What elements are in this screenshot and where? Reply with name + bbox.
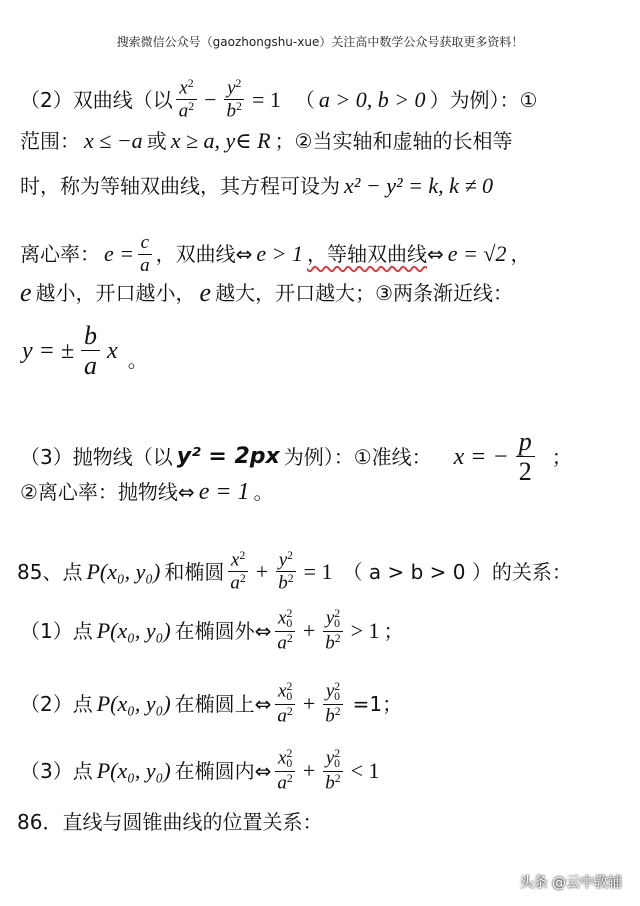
parabola-ecc: ②离心率：抛物线⇔ bbox=[20, 480, 195, 504]
item85-line: 85、点 P(x₀, y₀) 和椭圆 $\frac{x^2}{a^2}$ + $\frac{y^2}{b^2}$ = 1 （ a > b > 0 ）的关系： bbox=[17, 549, 572, 594]
parabola-ecc-end: 。 bbox=[253, 480, 274, 504]
case-1-pre: （1）点 bbox=[20, 618, 93, 643]
item85-cond: （ a > b > 0 ）的关系： bbox=[342, 559, 572, 584]
ecc-sqrt2: e = √2 bbox=[447, 241, 507, 267]
ecc-gt1: e > 1 bbox=[256, 241, 304, 267]
page-header: 搜索微信公众号（gaozhongshu-xue）关注高中数学公众号获取更多资料！ bbox=[116, 35, 524, 49]
case-3-post: 在椭圆内⇔ bbox=[174, 758, 272, 783]
frac-x2-a2: $\frac{x^2}{a^2}$ bbox=[176, 78, 197, 122]
eq-rhs: = 1 bbox=[251, 86, 281, 112]
ecc-smaller: 越小，开口越小， bbox=[35, 281, 196, 305]
case-2-line: （2）点 P(x₀, y₀) 在椭圆上⇔ $\frac{x^2_0}{a^2}$ + $\frac{y^2_0}{b^2}$ =1； bbox=[20, 680, 403, 727]
frac-b-a: $\frac{b}{a}$ bbox=[81, 322, 100, 380]
hyperbola-intro: （2）双曲线（以 bbox=[20, 87, 173, 112]
item85-intro: 85、点 bbox=[17, 559, 83, 584]
range-label: 范围： bbox=[20, 129, 80, 153]
ecc-e-2: e bbox=[199, 278, 212, 307]
hyperbola-line-4: 离心率： e = $\frac{c}{a}$ ，双曲线⇔ e > 1 ，等轴双曲线 ⇔ e = √2 ， bbox=[20, 232, 531, 276]
hyperbola-line-3 bbox=[20, 175, 630, 197]
case-1-post: 在椭圆外⇔ bbox=[174, 618, 272, 643]
frac-ell-y: $\frac{y^2}{b^2}$ bbox=[275, 550, 296, 594]
hyperbola-line-2 bbox=[20, 130, 630, 152]
frac-c2-y: $\frac{y^2_0}{b^2}$ bbox=[322, 681, 343, 727]
asym-lhs: y = ± bbox=[22, 337, 75, 364]
ecc-equal: ，等轴双曲线 bbox=[307, 242, 428, 267]
item85-and-ellipse: 和椭圆 bbox=[164, 559, 225, 584]
hyperbola-line-1: （2）双曲线（以 $\frac{x^2}{a^2}$ − $\frac{y^2}{b^2}$ = 1 （ a > 0, b > 0 ）为例）：① bbox=[20, 77, 538, 122]
range-b: x ≥ a, y∈ R bbox=[170, 128, 271, 153]
case-3-pre: （3）点 bbox=[20, 758, 93, 783]
parabola-line-1 bbox=[20, 428, 630, 486]
or-text: 或 bbox=[146, 129, 167, 153]
frac-p-2: $\frac{p}{2}$ bbox=[516, 428, 535, 486]
equal-axes: ；②当实轴和虚轴的长相等 bbox=[274, 129, 513, 153]
case-1-end: ； bbox=[383, 618, 404, 643]
case-2-post: 在椭圆上⇔ bbox=[174, 691, 272, 716]
item86-line: 86．直线与圆锥曲线的位置关系： bbox=[17, 810, 323, 834]
case-1-line: （1）点 P(x₀, y₀) 在椭圆外⇔ $\frac{x^2_0}{a^2}$ + $\frac{y^2_0}{b^2}$ > 1 ； bbox=[20, 607, 404, 654]
ecc-larger: 越大，开口越大；③两条渐近线： bbox=[215, 281, 514, 305]
hyperbola-line-5 bbox=[20, 280, 630, 306]
item85-point: P(x₀, y₀) bbox=[86, 558, 161, 584]
case-3-rhs: < 1 bbox=[350, 757, 380, 783]
frac-c3-x: $\frac{x^2_0}{a^2}$ bbox=[274, 748, 295, 794]
asym-end: 。 bbox=[127, 347, 148, 372]
frac-c3-y: $\frac{y^2_0}{b^2}$ bbox=[322, 748, 343, 794]
case-3-point: P(x₀, y₀) bbox=[96, 757, 171, 783]
case-1-rhs: > 1 bbox=[350, 617, 380, 643]
parabola-ecc-val: e = 1 bbox=[198, 479, 250, 505]
parabola-eq: y² = 2px bbox=[176, 443, 280, 469]
ecc-hyper: ，双曲线⇔ bbox=[155, 242, 253, 267]
ecc-e-1: e bbox=[20, 278, 32, 307]
frac-c2-x: $\frac{x^2_0}{a^2}$ bbox=[274, 681, 295, 727]
parabola-intro: （3）抛物线（以 bbox=[20, 444, 173, 469]
hyperbola-example-suffix: ）为例）：① bbox=[429, 87, 538, 112]
range-a: x ≤ −a bbox=[84, 128, 143, 153]
case-2-point: P(x₀, y₀) bbox=[96, 690, 171, 716]
frac-c1-x: $\frac{x^2_0}{a^2}$ bbox=[274, 608, 295, 654]
frac-c-a: $\frac{c}{a}$ bbox=[137, 233, 153, 276]
equal-eq: x² − y² = k, k ≠ 0 bbox=[344, 173, 494, 198]
case-1-point: P(x₀, y₀) bbox=[96, 617, 171, 643]
asymptote-line bbox=[20, 322, 630, 380]
case-2-rhs: =1； bbox=[352, 691, 403, 716]
frac-y2-b2: $\frac{y^2}{b^2}$ bbox=[224, 78, 245, 122]
asym-x: x bbox=[107, 337, 118, 364]
directrix-lhs: x = − bbox=[453, 443, 509, 470]
parabola-suffix: 为例）：①准线： bbox=[283, 444, 432, 469]
hyperbola-cond: a > 0, b > 0 bbox=[318, 86, 426, 112]
frac-c1-y: $\frac{y^2_0}{b^2}$ bbox=[322, 608, 343, 654]
ecc-equal-arrow: ⇔ bbox=[427, 242, 444, 267]
ecc-label: 离心率： bbox=[20, 242, 100, 267]
frac-ell-x: $\frac{x^2}{a^2}$ bbox=[227, 550, 248, 594]
equal-axes-2: 时，称为等轴双曲线，其方程可设为 bbox=[20, 174, 340, 198]
ell-rhs: = 1 bbox=[303, 558, 333, 584]
watermark: 头条 @云中教辅 bbox=[519, 875, 622, 891]
case-2-pre: （2）点 bbox=[20, 691, 93, 716]
case-3-line: （3）点 P(x₀, y₀) 在椭圆内⇔ $\frac{x^2_0}{a^2}$ + $\frac{y^2_0}{b^2}$ < 1 bbox=[20, 747, 380, 794]
parabola-line-2 bbox=[20, 480, 630, 504]
directrix-end: ； bbox=[551, 444, 572, 469]
